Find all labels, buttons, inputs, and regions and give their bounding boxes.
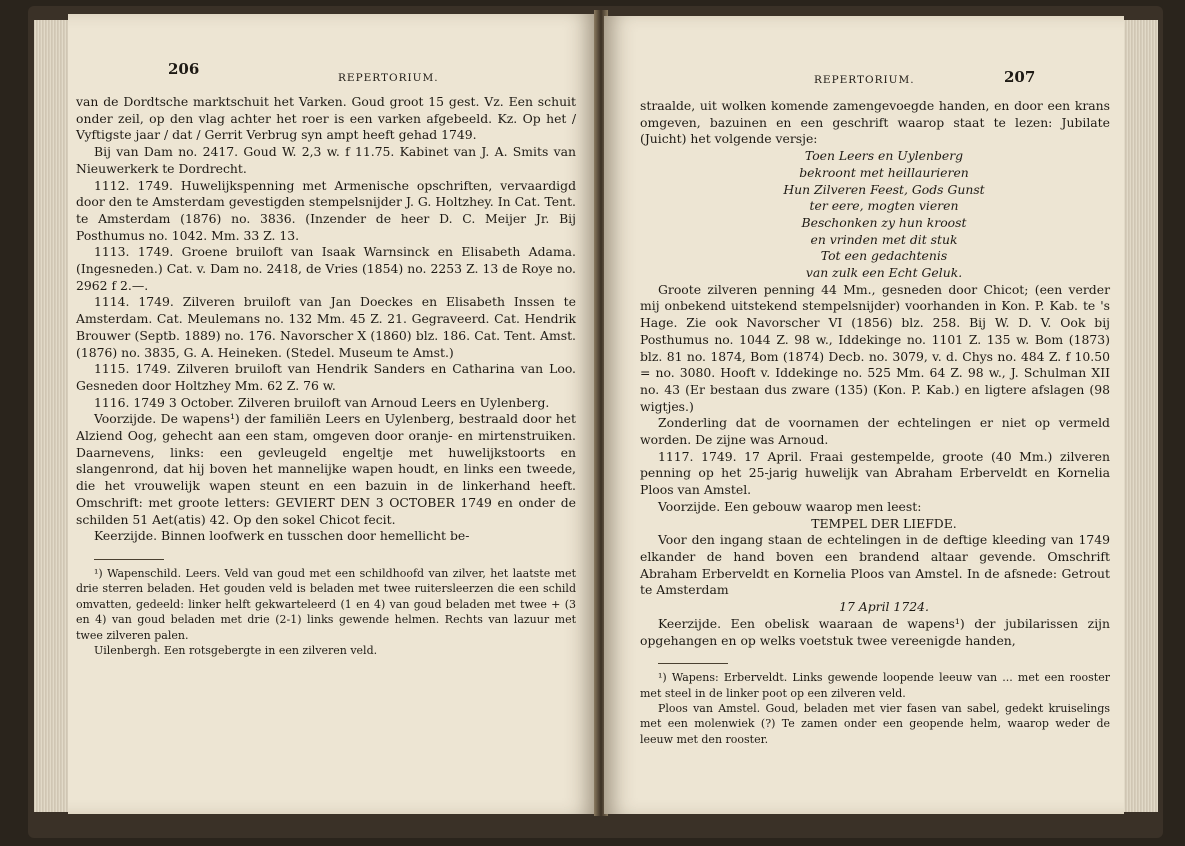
page-number-left: 206 xyxy=(168,60,200,78)
tempel-inscription: TEMPEL DER LIEFDE. xyxy=(811,515,957,531)
paragraph: Keerzijde. Binnen loofwerk en tusschen door hemellicht be- xyxy=(94,528,470,544)
verse-line: van zulk een Echt Geluk. xyxy=(805,265,963,281)
footnote: Ploos van Amstel. Goud, beladen met vier fasen van sabel, gedekt kruiselings met een molenwiek (?) Te zamen onder een geopende helm, waarop weder de leeuw met den rooster. xyxy=(640,702,1110,746)
paragraph: Bij van Dam no. 2417. Goud W. 2,3 w. f 11.75. Kabinet van J. A. Smits van Nieuwerkerk te Dordrecht. xyxy=(76,144,576,176)
verse-line: bekroont met heillaurieren xyxy=(799,164,969,180)
paragraph: 1115. 1749. Zilveren bruiloft van Hendrik Sanders en Catharina van Loo. Gesneden door Holtzhey Mm. 62 Z. 76 w. xyxy=(76,361,576,393)
paragraph: 1114. 1749. Zilveren bruiloft van Jan Doeckes en Elisabeth Inssen te Amsterdam. Cat. Meulemans no. 132 Mm. 45 Z. 21. Gegraveerd. Cat. Hendrik Brouwer (Septb. 1889) no. 176. Navorscher X (1860) blz. 186. Cat. Tent. Amst. (1876) no. 3835, G. A. Heineken. (Stedel. Museum te Amst.) xyxy=(76,294,576,360)
footnote-rule xyxy=(658,663,728,664)
left-page xyxy=(68,14,596,814)
left-footnotes xyxy=(76,566,576,658)
paragraph: Groote zilveren penning 44 Mm., gesneden door Chicot; (een verder mij onbekend uitstekend stempelsnijder) voorhanden in Kon. P. Kab. te 's Hage. Zie ook Navorscher VI (1856) blz. 258. Bij W. D. V. Ook bij Posthumus no. 1044 Z. 98 w., Iddekinge no. 1101 Z. 135 w. Bom (1873) blz. 81 no. 1874, Bom (1874) Decb. no. 3079, v. d. Chys no. 484 Z. f 10.50 = no. 3080. Hooft v. Iddekinge no. 525 Mm. 64 Z. 98 w., J. Schulman XII no. 43 (Er bestaan dus zware (135) (Kon. P. Kab.) en ligtere afslagen (98 wigtjes.) xyxy=(640,281,1110,414)
paragraph: Voorzijde. Een gebouw waarop men leest: xyxy=(658,498,922,514)
paragraph: 1116. 1749 3 October. Zilveren bruiloft van Arnoud Leers en Uylenberg. xyxy=(94,394,550,410)
paragraph: Voor den ingang staan de echtelingen in de deftige kleeding van 1749 elkander de hand boven een brandend altaar gevende. Omschrift Abraham Erberveldt en Kornelia Ploos van Amstel. In de afsnede: Getrout te Amsterdam xyxy=(640,532,1110,598)
left-body xyxy=(76,94,576,658)
paragraph: van de Dordtsche marktschuit het Varken. Goud groot 15 gest. Vz. Een schuit onder zeil, op den vlag achter het roer is een varken afgebeeld. Kz. Op het / Vyftigste jaar / dat / Gerrit Verbrug syn ampt heeft gehad 1749. xyxy=(76,94,576,143)
verse-line: en vrinden met dit stuk xyxy=(810,231,958,247)
verse-line: Hun Zilveren Feest, Gods Gunst xyxy=(783,181,985,197)
paragraph: Keerzijde. Een obelisk waaraan de wapens¹) der jubilarissen zijn opgehangen en op welks voetstuk twee vereenigde handen, xyxy=(640,615,1110,648)
right-body xyxy=(640,98,1110,747)
paragraph: 1113. 1749. Groene bruiloft van Isaak Warnsinck en Elisabeth Adama. (Ingesneden.) Cat. v. Dam no. 2418, de Vries (1854) no. 2253 Z. 13 de Roye no. 2962 f 2.—. xyxy=(76,244,576,293)
verse-line: Toen Leers en Uylenberg xyxy=(804,148,964,164)
verse-line: ter eere, mogten vieren xyxy=(809,198,959,214)
paragraph: 1112. 1749. Huwelijkspenning met Armenische opschriften, vervaardigd door den te Amsterdam gevestigden stempelsnijder J. G. Holtzhey. In Cat. Tent. te Amsterdam (1876) no. 3836. (Inzender de heer D. C. Meijer Jr. Bij Posthumus no. 1042. Mm. 33 Z. 13. xyxy=(76,177,576,243)
right-page-edges xyxy=(1120,20,1158,812)
footnote-rule xyxy=(94,559,164,560)
paragraph: Zonderling dat de voornamen der echtelingen er niet op vermeld worden. De zijne was Arnoud. xyxy=(640,415,1110,448)
footnote: ¹) Wapenschild. Leers. Veld van goud met een schildhoofd van zilver, het laatste met drie sterren beladen. Het gouden veld is beladen met twee ruitersleerzen die een schild omvatten, gedeeld: linker helft gekwarteleerd (1 en 4) van goud beladen met twee + (3 en 4) van goud beladen met drie (2-1) links gewende helmen. Rechts van lazuur met twee zilveren palen. xyxy=(76,566,576,642)
footnote: ¹) Wapens: Erberveldt. Links gewende loopende leeuw van ... met een rooster met steel in de linker poot op een zilveren veld. xyxy=(640,671,1110,700)
paragraph: straalde, uit wolken komende zamengevoegde handen, en door een krans omgeven, bazuinen en een geschrift waarop staat te lezen: Jubilate (Juicht) het volgende versje: xyxy=(640,98,1110,147)
right-footnotes xyxy=(640,670,1110,747)
page-number-right: 207 xyxy=(1004,68,1036,86)
date-line: 17 April 1724. xyxy=(839,599,929,615)
paragraph: Voorzijde. De wapens¹) der familiën Leers en Uylenberg, bestraald door het Alziend Oog, gehecht aan een stam, omgeven door oranje- en mirtenstruiken. Daarnevens, links: een gevleugeld engeltje met huwelijkstoorts en slangenrond, dat hij boven het mannelijke wapen houdt, en links een tweede, die het vrouwelijk wapen steunt en een bazuin in de linkerhand heeft. Omschrift: met groote letters: GEVIERT DEN 3 OCTOBER 1749 en onder de schilden 51 Aet(atis) 42. Op den sokel Chicot fecit. xyxy=(76,411,576,527)
verse-line: Tot een gedachtenis xyxy=(820,248,948,264)
paragraph: 1117. 1749. 17 April. Fraai gestempelde, groote (40 Mm.) zilveren penning op het 25-jarig huwelijk van Abraham Erberveldt en Kornelia Ploos van Amstel. xyxy=(640,448,1110,498)
running-head-right: REPERTORIUM. xyxy=(814,74,915,86)
running-head-left: REPERTORIUM. xyxy=(338,72,439,84)
footnote: Uilenbergh. Een rotsgebergte in een zilveren veld. xyxy=(94,644,378,658)
verse-line: Beschonken zy hun kroost xyxy=(801,214,967,230)
right-page xyxy=(604,16,1124,814)
